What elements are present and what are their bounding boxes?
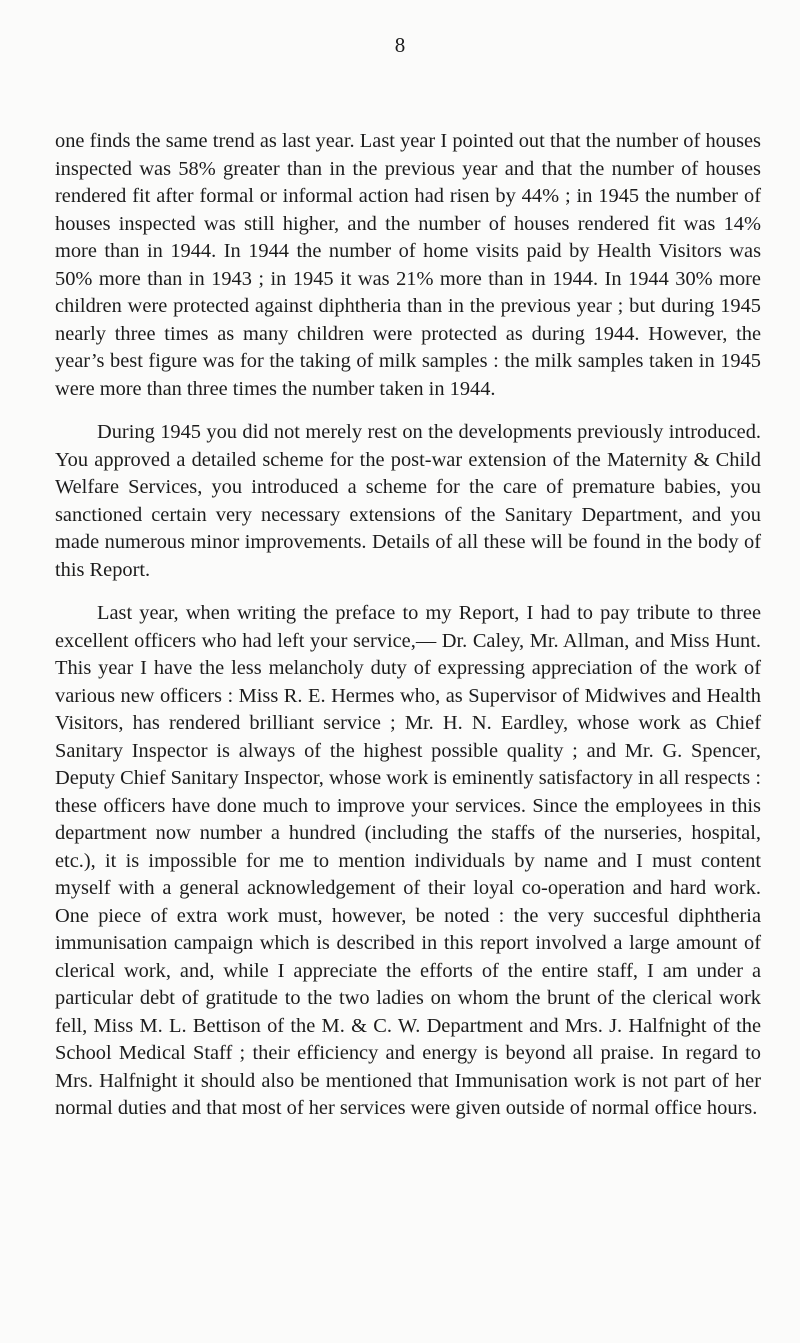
report-body — [55, 128, 761, 1123]
paragraph-developments-1945: During 1945 you did not merely rest on the developments previously introduced. You approved a detailed scheme for the post-war extension of the Maternity & Child Welfare Services, you introduced a scheme for the care of premature babies, you sanctioned certain very necessary extensions of the Sanitary Department, and you made numerous minor improvements. Details of all these will be found in the body of this Report. — [55, 421, 761, 581]
paragraph-staff-appreciation: Last year, when writing the preface to my Report, I had to pay tribute to three excellent officers who had left your service,— Dr. Caley, Mr. Allman, and Miss Hunt. This year I have the less melancholy duty of expressing appreciation of the work of various new officers : Miss R. E. Hermes who, as Supervisor of Midwives and Health Visitors, has rendered brilliant service ; Mr. H. N. Eardley, whose work as Chief Sanitary Inspector is always of the highest possible quality ; and Mr. G. Spencer, Deputy Chief Sanitary Inspector, whose work is eminently satisfactory in all respects : these officers have done much to improve your services. Since the employees in this department now number a hundred (including the staffs of the nurseries, hospital, etc.), it is impossible for me to mention individuals by name and I must content myself with a general acknowledgement of their loyal co-operation and hard work. One piece of extra work must, however, be noted : the very succesful diphtheria immunisation campaign which is described in this report involved a large amount of clerical work, and, while I appreciate the efforts of the entire staff, I am under a particular debt of gratitude to the two ladies on whom the brunt of the clerical work fell, Miss M. L. Bettison of the M. & C. W. Department and Mrs. J. Halfnight of the School Medical Staff ; their efficiency and energy is beyond all praise. In regard to Mrs. Halfnight it should also be mentioned that Immunisation work is not part of her normal duties and that most of her services were given outside of normal office hours. — [55, 602, 761, 1119]
paragraph-trend-comparison: one finds the same trend as last year. Last year I pointed out that the number of houses inspected was 58% greater than in the previous year and that the number of houses rendered fit after formal or informal action had risen by 44% ; in 1945 the number of houses inspected was still higher, and the number of houses rendered fit was 14% more than in 1944. In 1944 the number of home visits paid by Health Visitors was 50% more than in 1943 ; in 1945 it was 21% more than in 1944. In 1944 30% more children were protected against diphtheria than in the previous year ; but during 1945 nearly three times as many children were protected as during 1944. However, the year’s best figure was for the taking of milk samples : the milk samples taken in 1945 were more than three times the number taken in 1944. — [55, 130, 761, 400]
page-number: 8 — [394, 33, 406, 57]
